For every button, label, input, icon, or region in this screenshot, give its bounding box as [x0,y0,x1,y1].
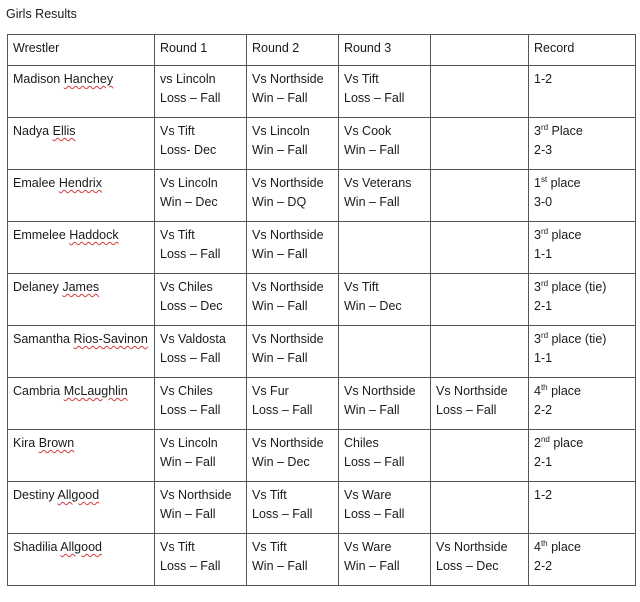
table-row [8,378,636,430]
wrestler-first-name: Emmelee [13,228,66,242]
round-2-cell [247,326,339,378]
match-result: Loss – Dec [436,559,499,573]
opponent: Vs Northside [252,228,324,242]
wrestler-last-name: Hanchey [63,72,114,86]
round-4-cell [431,378,529,430]
place-suffix: nd [540,434,550,444]
match-result: Win – Fall [252,247,308,261]
opponent: Vs Tift [344,280,379,294]
record-cell [529,430,636,482]
header-round-2: Round 2 [247,35,339,66]
record-cell [529,482,636,534]
round-4-cell [431,222,529,274]
round-1-cell [155,170,247,222]
round-2-cell [247,170,339,222]
document-title: Girls Results [6,7,77,21]
win-loss-record: 2-1 [534,455,553,469]
opponent: Vs Ware [344,540,392,554]
wrestler-last-name: Haddock [69,228,119,242]
wrestler-first-name: Cambria [13,384,61,398]
record-cell [529,222,636,274]
match-result: Loss – Fall [252,507,313,521]
round-3-cell [339,534,431,586]
table-row [8,534,636,586]
match-result: Loss – Fall [160,559,221,573]
round-1-cell [155,118,247,170]
opponent: Vs Northside [252,280,324,294]
placement [534,538,630,557]
match-result: Win – Fall [344,403,400,417]
match-result: Loss – Fall [160,403,221,417]
round-2-cell [247,274,339,326]
place-label: place [547,384,581,398]
match-result: Win – Dec [252,455,310,469]
table-row [8,274,636,326]
round-3-cell [339,326,431,378]
opponent: Vs Northside [344,384,416,398]
wrestler-first-name: Delaney [13,280,59,294]
place-number: 3 [534,332,541,346]
win-loss-record: 2-3 [534,143,553,157]
round-1-cell [155,222,247,274]
place-suffix: rd [540,226,549,236]
place-label: place (tie) [548,332,607,346]
match-result: Loss – Fall [252,403,313,417]
win-loss-record: 2-2 [534,559,553,573]
header-record: Record [529,35,636,66]
placement [534,174,630,193]
placement [534,330,630,349]
win-loss-record: 3-0 [534,195,553,209]
header-round-4 [431,35,529,66]
opponent: Vs Northside [252,72,324,86]
table-row [8,222,636,274]
win-loss-record: 1-2 [534,488,553,502]
wrestler-first-name: Kira [13,436,36,450]
placement [534,226,630,245]
round-3-cell [339,274,431,326]
opponent: Vs Tift [160,124,195,138]
wrestler-last-name: James [62,280,100,294]
opponent: Vs Tift [160,540,195,554]
place-label: place [547,176,581,190]
header-row [8,35,636,66]
record-cell [529,274,636,326]
round-2-cell [247,66,339,118]
record-cell [529,534,636,586]
opponent: Vs Northside [252,436,324,450]
wrestler-first-name: Destiny [13,488,55,502]
wrestler-first-name: Madison [13,72,61,86]
match-result: Loss – Fall [160,351,221,365]
opponent: Vs Veterans [344,176,412,190]
place-suffix: th [540,538,548,548]
opponent: Vs Ware [344,488,392,502]
match-result: Win – Fall [252,351,308,365]
win-loss-record: 1-1 [534,351,553,365]
opponent: Vs Northside [160,488,232,502]
opponent: Vs Tift [160,228,195,242]
match-result: Win – Fall [344,143,400,157]
opponent: Vs Lincoln [252,124,310,138]
match-result: Loss – Fall [344,455,405,469]
wrestler-last-name: Allgood [57,488,100,502]
round-1-cell [155,326,247,378]
record-cell [529,378,636,430]
opponent: Vs Chiles [160,280,213,294]
wrestler-last-name: McLaughlin [63,384,128,398]
wrestler-last-name: Ellis [52,124,76,138]
place-number: 2 [534,436,541,450]
wrestler-first-name: Samantha [13,332,70,346]
round-3-cell [339,222,431,274]
table-row [8,170,636,222]
place-number: 4 [534,540,541,554]
wrestler-cell [8,430,155,482]
header-round-1: Round 1 [155,35,247,66]
round-3-cell [339,430,431,482]
header-round-3: Round 3 [339,35,431,66]
wrestler-first-name: Nadya [13,124,50,138]
round-1-cell [155,378,247,430]
round-2-cell [247,482,339,534]
round-4-cell [431,170,529,222]
opponent: Vs Northside [436,384,508,398]
wrestler-cell [8,274,155,326]
round-3-cell [339,378,431,430]
match-result: Win – Dec [344,299,402,313]
wrestler-cell [8,378,155,430]
opponent: Vs Northside [252,332,324,346]
table-row [8,482,636,534]
wrestler-cell [8,170,155,222]
table-row [8,118,636,170]
place-label: place (tie) [548,280,607,294]
round-4-cell [431,482,529,534]
match-result: Win – Fall [252,559,308,573]
match-result: Win – Fall [252,143,308,157]
opponent: Vs Tift [252,488,287,502]
match-result: Loss – Dec [160,299,223,313]
placement [534,382,630,401]
win-loss-record: 1-2 [534,72,553,86]
round-1-cell [155,274,247,326]
match-result: Win – Dec [160,195,218,209]
round-2-cell [247,118,339,170]
table-row [8,326,636,378]
round-3-cell [339,66,431,118]
match-result: Loss – Fall [160,247,221,261]
wrestler-cell [8,534,155,586]
place-number: 1 [534,176,541,190]
place-number: 3 [534,228,541,242]
round-1-cell [155,534,247,586]
place-number: 3 [534,124,541,138]
round-1-cell [155,66,247,118]
opponent: Vs Fur [252,384,289,398]
round-4-cell [431,534,529,586]
opponent: Vs Tift [252,540,287,554]
win-loss-record: 2-2 [534,403,553,417]
match-result: Win – DQ [252,195,307,209]
round-4-cell [431,118,529,170]
win-loss-record: 2-1 [534,299,553,313]
opponent: vs Lincoln [160,72,216,86]
header-wrestler: Wrestler [8,35,155,66]
placement [534,434,630,453]
wrestler-first-name: Emalee [13,176,56,190]
wrestler-cell [8,326,155,378]
opponent: Chiles [344,436,379,450]
placement [534,278,630,297]
win-loss-record: 1-1 [534,247,553,261]
wrestler-cell [8,118,155,170]
opponent: Vs Northside [436,540,508,554]
place-number: 4 [534,384,541,398]
wrestler-cell [8,222,155,274]
round-1-cell [155,482,247,534]
record-cell [529,66,636,118]
round-4-cell [431,430,529,482]
table-row [8,430,636,482]
place-suffix: th [540,382,548,392]
wrestler-last-name: Rios-Savinon [73,332,148,346]
match-result: Loss – Fall [160,91,221,105]
wrestler-first-name: Shadilia [13,540,58,554]
opponent: Vs Chiles [160,384,213,398]
record-cell [529,326,636,378]
match-result: Loss – Fall [436,403,497,417]
wrestler-last-name: Allgood [60,540,102,554]
match-result: Win – Fall [252,299,308,313]
wrestler-last-name: Brown [38,436,75,450]
wrestler-cell [8,66,155,118]
results-table [7,34,636,586]
placement [534,122,630,141]
place-suffix: st [540,174,548,184]
opponent: Vs Tift [344,72,379,86]
round-4-cell [431,66,529,118]
place-suffix: rd [540,122,549,132]
round-3-cell [339,482,431,534]
match-result: Loss – Fall [344,507,405,521]
opponent: Vs Northside [252,176,324,190]
place-suffix: rd [540,278,549,288]
round-4-cell [431,274,529,326]
place-label: place [547,540,581,554]
place-number: 3 [534,280,541,294]
round-2-cell [247,534,339,586]
table-row [8,66,636,118]
opponent: Vs Cook [344,124,392,138]
match-result: Win – Fall [344,195,400,209]
place-label: place [548,228,582,242]
record-cell [529,118,636,170]
round-4-cell [431,326,529,378]
place-label: Place [548,124,583,138]
opponent: Vs Lincoln [160,176,218,190]
round-3-cell [339,170,431,222]
wrestler-last-name: Hendrix [58,176,102,190]
opponent: Vs Valdosta [160,332,226,346]
match-result: Win – Fall [252,91,308,105]
record-cell [529,170,636,222]
place-suffix: rd [540,330,549,340]
round-3-cell [339,118,431,170]
round-2-cell [247,378,339,430]
wrestler-cell [8,482,155,534]
match-result: Win – Fall [160,455,216,469]
match-result: Loss- Dec [160,143,217,157]
opponent: Vs Lincoln [160,436,218,450]
match-result: Win – Fall [344,559,400,573]
round-1-cell [155,430,247,482]
match-result: Win – Fall [160,507,216,521]
match-result: Loss – Fall [344,91,405,105]
place-label: place [549,436,584,450]
round-2-cell [247,430,339,482]
round-2-cell [247,222,339,274]
